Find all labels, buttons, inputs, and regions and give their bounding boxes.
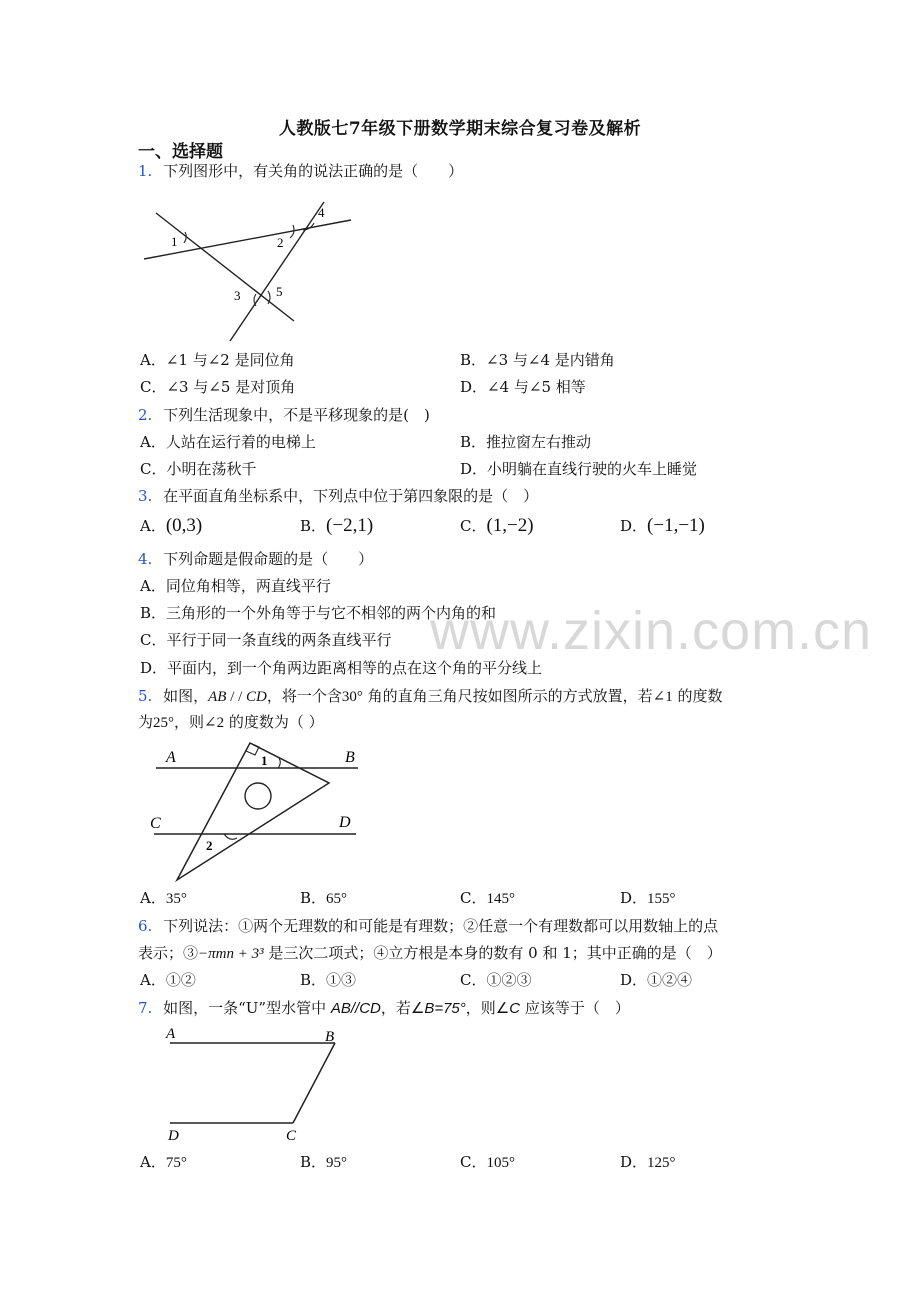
fig-label: A bbox=[166, 1026, 176, 1042]
question-text: ，则 bbox=[174, 713, 205, 731]
question-text: ，则 bbox=[465, 999, 496, 1017]
option-b[interactable]: B．∠3 与∠4 是内错角 bbox=[460, 351, 615, 369]
q7-figure bbox=[160, 1024, 360, 1146]
option-letter: D． bbox=[620, 889, 648, 907]
option-c[interactable] bbox=[460, 1152, 515, 1173]
question-7 bbox=[138, 998, 630, 1019]
option-value: (0,3) bbox=[165, 515, 203, 536]
option-value: 125° bbox=[647, 1155, 676, 1171]
page-title: 人教版七7年级下册数学期末综合复习卷及解析 bbox=[278, 119, 642, 139]
option-value: 35° bbox=[165, 891, 187, 907]
fig-label: C bbox=[286, 1128, 297, 1144]
math-ab-cd: AB//CD bbox=[330, 1000, 381, 1017]
question-text: 下列生活现象中，不是平移现象的是( ) bbox=[163, 406, 430, 424]
question-text: ，将一个含 bbox=[266, 687, 342, 705]
option-value: 155° bbox=[647, 891, 676, 907]
question-text: 为 bbox=[138, 713, 154, 731]
question-text: 角的直角三角尺按如图所示的方式放置，若 bbox=[362, 687, 653, 705]
question-text: 的度数 bbox=[672, 687, 723, 705]
option-letter: C． bbox=[460, 517, 487, 535]
option-letter: B． bbox=[300, 517, 327, 535]
option-b[interactable] bbox=[300, 970, 356, 990]
option-a[interactable]: A．同位角相等，两直线平行 bbox=[140, 577, 331, 595]
option-c[interactable]: C．∠3 与∠5 是对顶角 bbox=[140, 378, 296, 396]
question-text: 应该等于（ ） bbox=[520, 999, 630, 1017]
option-c[interactable] bbox=[460, 516, 534, 536]
option-c[interactable] bbox=[460, 970, 532, 990]
fig-label: A bbox=[166, 749, 176, 766]
option-a[interactable] bbox=[140, 516, 202, 536]
math-ab: AB bbox=[208, 689, 227, 705]
question-text: 是三次二项式；④立方根是本身的数有 0 和 1；其中正确的是（ ） bbox=[263, 944, 722, 962]
question-5 bbox=[138, 686, 723, 707]
question-text: ，若 bbox=[380, 999, 411, 1017]
option-d[interactable] bbox=[620, 516, 705, 536]
question-number: 6. bbox=[138, 917, 153, 935]
option-a[interactable] bbox=[140, 888, 187, 909]
option-c[interactable]: C．平行于同一条直线的两条直线平行 bbox=[140, 631, 392, 649]
option-d[interactable]: D．小明躺在直线行驶的火车上睡觉 bbox=[460, 460, 698, 478]
question-number: 4. bbox=[138, 550, 153, 568]
option-a[interactable] bbox=[140, 970, 196, 990]
option-letter: C． bbox=[460, 889, 487, 907]
option-value: ①②④ bbox=[647, 971, 693, 989]
fig-label: 1 bbox=[261, 753, 268, 768]
fig-label: 2 bbox=[206, 838, 213, 853]
option-d[interactable] bbox=[620, 1152, 676, 1173]
question-5-line2 bbox=[138, 712, 324, 733]
math-angle-c: ∠C bbox=[495, 1000, 521, 1017]
option-letter: A． bbox=[140, 1153, 166, 1171]
fig-label: D bbox=[339, 814, 351, 831]
question-text: 表示；③ bbox=[138, 944, 199, 962]
question-number: 3. bbox=[138, 487, 153, 505]
option-value: 75° bbox=[165, 1155, 187, 1171]
option-value: (−1,−1) bbox=[647, 515, 705, 536]
option-value: 145° bbox=[486, 891, 515, 907]
fig-label: 3 bbox=[234, 288, 241, 303]
option-letter: A． bbox=[140, 971, 166, 989]
fig-label: B bbox=[345, 749, 355, 766]
option-b[interactable] bbox=[300, 1152, 347, 1173]
question-text: 如图， bbox=[163, 687, 209, 705]
option-value: 95° bbox=[326, 1155, 348, 1171]
option-value: 65° bbox=[326, 891, 348, 907]
option-b[interactable]: B．推拉窗左右推动 bbox=[460, 433, 592, 451]
option-d[interactable]: D．∠4 与∠5 相等 bbox=[460, 378, 586, 396]
option-a[interactable] bbox=[140, 1152, 187, 1173]
option-value: ①② bbox=[165, 971, 196, 989]
math-angle2: ∠2 bbox=[204, 715, 225, 731]
option-value: ①③ bbox=[326, 971, 357, 989]
q1-figure bbox=[138, 196, 358, 346]
option-letter: D． bbox=[620, 971, 648, 989]
option-d[interactable]: D．平面内，到一个角两边距离相等的点在这个角的平分线上 bbox=[140, 659, 543, 677]
math-30: 30° bbox=[341, 689, 363, 705]
q5-figure bbox=[140, 738, 370, 886]
math-angle1: ∠1 bbox=[652, 689, 673, 705]
option-c[interactable]: C．小明在荡秋千 bbox=[140, 460, 257, 478]
question-4 bbox=[138, 549, 373, 569]
option-letter: B． bbox=[300, 1153, 327, 1171]
question-3 bbox=[138, 486, 538, 506]
question-number: 7. bbox=[138, 999, 153, 1017]
option-letter: A． bbox=[140, 889, 166, 907]
question-number: 1. bbox=[138, 162, 153, 180]
fig-label: D bbox=[168, 1128, 179, 1144]
option-letter: D． bbox=[620, 517, 648, 535]
question-6 bbox=[138, 916, 718, 936]
option-a[interactable]: A．∠1 与∠2 是同位角 bbox=[140, 351, 295, 369]
math-parallel: / / bbox=[226, 689, 247, 705]
option-d[interactable] bbox=[620, 970, 692, 990]
math-expression: −πmn + 3³ bbox=[198, 946, 264, 962]
question-1 bbox=[138, 161, 463, 181]
question-6-line2 bbox=[138, 943, 722, 964]
fig-label: C bbox=[150, 815, 161, 832]
option-letter: C． bbox=[460, 971, 487, 989]
option-value: (1,−2) bbox=[486, 515, 534, 536]
option-b[interactable] bbox=[300, 516, 373, 536]
fig-label: 4 bbox=[318, 205, 325, 220]
section-heading: 一、选择题 bbox=[138, 142, 223, 162]
question-text: 下列图形中，有关角的说法正确的是（ ） bbox=[163, 162, 464, 180]
question-text: 下列命题是假命题的是（ ） bbox=[163, 550, 374, 568]
math-cd: CD bbox=[246, 689, 267, 705]
math-25: 25° bbox=[153, 715, 175, 731]
fig-label: 5 bbox=[276, 284, 283, 299]
fig-label: 2 bbox=[277, 235, 284, 250]
question-text: 如图，一条“U”型水管中 bbox=[163, 999, 331, 1017]
option-letter: B． bbox=[300, 889, 327, 907]
question-text: 下列说法：①两个无理数的和可能是有理数；②任意一个有理数都可以用数轴上的点 bbox=[163, 917, 719, 935]
option-d[interactable] bbox=[620, 888, 676, 909]
question-number: 5. bbox=[138, 687, 153, 705]
option-c[interactable] bbox=[460, 888, 515, 909]
fig-label: B bbox=[325, 1029, 335, 1045]
math-angle-b: ∠B=75° bbox=[410, 1000, 466, 1017]
fig-label: 1 bbox=[171, 234, 178, 249]
option-letter: A． bbox=[140, 517, 166, 535]
question-2 bbox=[138, 405, 430, 425]
question-number: 2. bbox=[138, 406, 153, 424]
question-text: 在平面直角坐标系中，下列点中位于第四象限的是（ ） bbox=[163, 487, 539, 505]
option-value: ①②③ bbox=[486, 971, 532, 989]
option-a[interactable]: A．人站在运行着的电梯上 bbox=[140, 433, 316, 451]
option-b[interactable] bbox=[300, 888, 347, 909]
option-value: (−2,1) bbox=[326, 515, 374, 536]
option-value: 105° bbox=[486, 1155, 515, 1171]
option-letter: B． bbox=[300, 971, 327, 989]
option-letter: C． bbox=[460, 1153, 487, 1171]
question-text: 的度数为（ ） bbox=[224, 713, 324, 731]
option-letter: D． bbox=[620, 1153, 648, 1171]
watermark: www.zixin.com.cn bbox=[430, 601, 873, 661]
option-b[interactable]: B．三角形的一个外角等于与它不相邻的两个内角的和 bbox=[140, 604, 497, 622]
